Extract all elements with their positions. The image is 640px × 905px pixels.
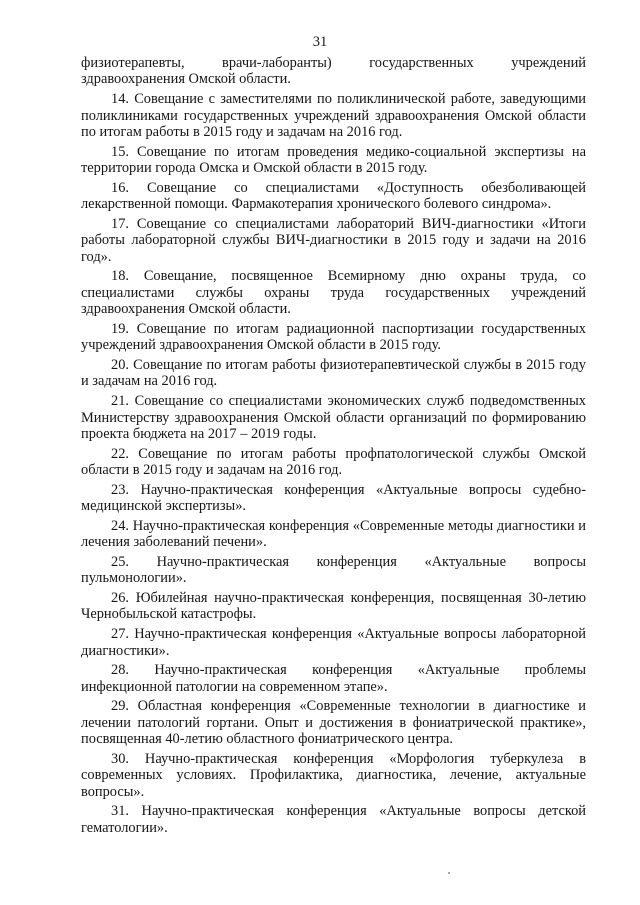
- list-item-30: 30. Научно-практическая конференция «Морфология туберкулеза в современных условиях. Профилактика, диагностика, лечение, актуальные вопросы».: [81, 750, 586, 800]
- list-item-28: 28. Научно-практическая конференция «Актуальные проблемы инфекционной патологии на современном этапе».: [81, 662, 586, 695]
- list-item-27: 27. Научно-практическая конференция «Актуальные вопросы лабораторной диагностики».: [81, 626, 586, 659]
- list-item-15: 15. Совещание по итогам проведения медико-социальной экспертизы на территории города Омска и Омской области в 2015 году.: [81, 143, 586, 177]
- list-item-20: 20. Совещание по итогам работы физиотерапевтической службы в 2015 году и задачам на 2016 год.: [81, 357, 586, 390]
- list-item-22: 22. Совещание по итогам работы профпатологической службы Омской области в 2015 году и задачам на 2016 год.: [81, 445, 586, 479]
- list-item-19: 19. Совещание по итогам радиационной паспортизации государственных учреждений здравоохранения Омской области в 2015 году.: [81, 320, 586, 354]
- list-item-29: 29. Областная конференция «Современные технологии в диагностике и лечении патологий гортани. Опыт и достижения в фониатрической практике», посвященная 40-летию областного фониатрического центра.: [81, 698, 586, 748]
- page-number: 31: [312, 34, 328, 50]
- list-item-25: 25. Научно-практическая конференция «Актуальные вопросы пульмонологии».: [81, 553, 586, 587]
- list-item-24: 24. Научно-практическая конференция «Современные методы диагностики и лечения заболеваний печени».: [81, 517, 586, 551]
- list-item-31: 31. Научно-практическая конференция «Актуальные вопросы детской гематологии».: [81, 803, 586, 836]
- document-body: [81, 55, 586, 840]
- list-item-18: 18. Совещание, посвященное Всемирному дню охраны труда, со специалистами службы охраны труда государственных учреждений здравоохранения Омской области.: [81, 268, 586, 318]
- list-item-21: 21. Совещание со специалистами экономических служб подведомственных Министерству здравоохранения Омской области организаций по формированию проекта бюджета на 2017 – 2019 годы.: [81, 393, 586, 443]
- list-item-26: 26. Юбилейная научно-практическая конференция, посвященная 30-летию Чернобыльской катастрофы.: [81, 590, 586, 623]
- scan-speck: [448, 872, 450, 874]
- list-item-continuation: физиотерапевты, врачи-лаборанты) государственных учреждений здравоохранения Омской области.: [81, 55, 586, 88]
- list-item-16: 16. Совещание со специалистами «Доступность обезболивающей лекарственной помощи. Фармакотерапия хронического болевого синдрома».: [81, 179, 586, 213]
- list-item-17: 17. Совещание со специалистами лабораторий ВИЧ-диагностики «Итоги работы лабораторной службы ВИЧ-диагностики в 2015 году и задачи на 2016 год».: [81, 215, 586, 265]
- list-item-23: 23. Научно-практическая конференция «Актуальные вопросы судебно-медицинской экспертизы».: [81, 481, 586, 515]
- list-item-14: 14. Совещание с заместителями по поликлинической работе, заведующими поликлиниками государственных учреждений здравоохранения Омской области по итогам работы в 2015 году и задачам на 2016 год.: [81, 91, 586, 140]
